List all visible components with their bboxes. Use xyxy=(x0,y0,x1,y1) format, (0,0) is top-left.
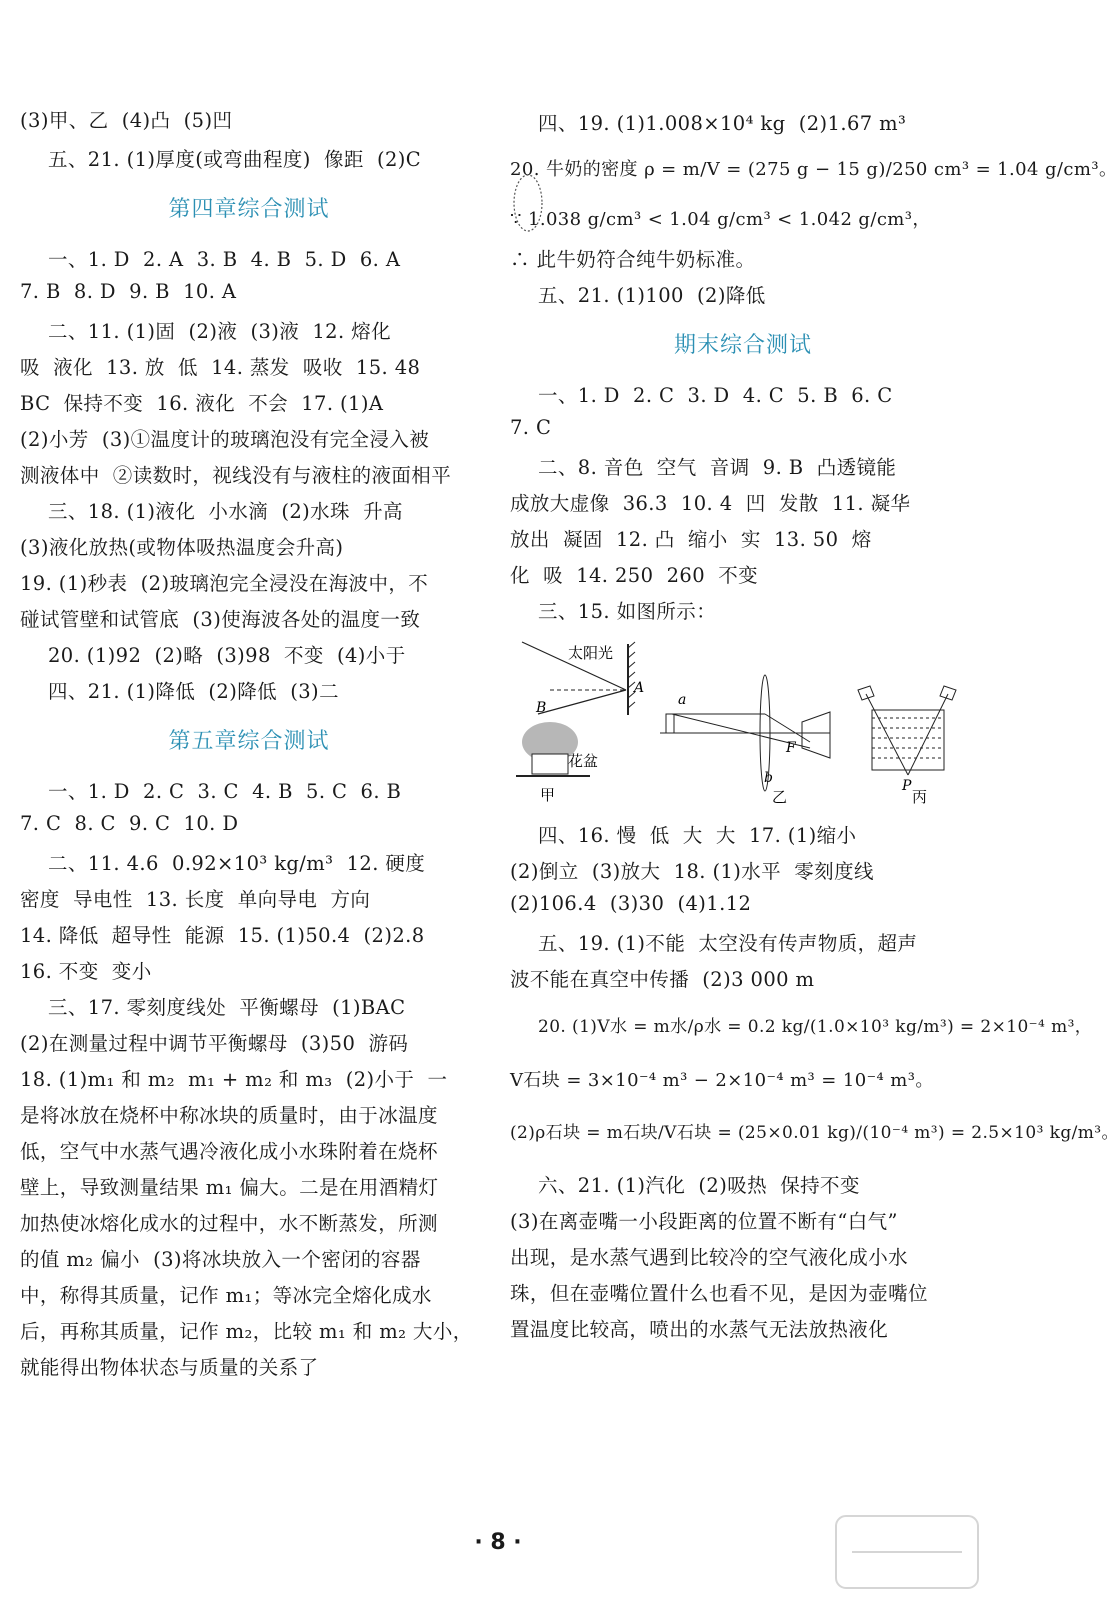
answer-line-formula: 20. 牛奶的密度 ρ = m/V = (275 g − 15 g)/250 cm³ = 1.04 g/cm³。 xyxy=(510,159,1118,180)
answer-line: 一、1. D 2. A 3. B 4. B 5. D 6. A xyxy=(48,248,401,271)
answer-line: V石块 = 3×10⁻⁴ m³ − 2×10⁻⁴ m³ = 10⁻⁴ m³。 xyxy=(510,1070,934,1091)
answer-line: 碰试管壁和试管底 (3)使海波各处的温度一致 xyxy=(20,608,421,631)
section-heading-chapter5: 第五章综合测试 xyxy=(168,729,330,754)
figure-label: F xyxy=(786,740,796,756)
answer-line: 一、1. D 2. C 3. D 4. C 5. B 6. C xyxy=(538,384,893,407)
figure-label: 太阳光 xyxy=(568,644,614,662)
answer-line: 是将冰放在烧杯中称冰块的质量时，由于冰温度 xyxy=(20,1104,438,1127)
answer-line: (2)在测量过程中调节平衡螺母 (3)50 游码 xyxy=(20,1032,409,1055)
answer-line: 加热使冰熔化成水的过程中，水不断蒸发，所测 xyxy=(20,1212,438,1235)
answer-line: 波不能在真空中传播 (2)3 000 m xyxy=(510,968,815,991)
answer-line: 二、8. 音色 空气 音调 9. B 凸透镜能 xyxy=(538,456,897,479)
answer-line: 置温度比较高，喷出的水蒸气无法放热液化 xyxy=(510,1318,889,1341)
answer-line-formula: 20. (1)V水 = m水/ρ水 = 0.2 kg/(1.0×10³ kg/m³) = 2×10⁻⁴ m³， xyxy=(538,1017,1093,1037)
figure-label: 丙 xyxy=(912,788,928,806)
answer-line: ∵ 1.038 g/cm³ < 1.04 g/cm³ < 1.042 g/cm³， xyxy=(510,209,931,230)
answer-line: 就能得出物体状态与质量的关系了 xyxy=(20,1356,319,1379)
answer-line: (3)液化放热(或物体吸热温度会升高) xyxy=(20,536,344,559)
answer-line: 18. (1)m₁ 和 m₂ m₁ + m₂ 和 m₃ (2)小于 一 xyxy=(20,1068,448,1091)
answer-line: 低，空气中水蒸气遇冷液化成小水珠附着在烧杯 xyxy=(20,1140,438,1163)
answer-line: 14. 降低 超导性 能源 15. (1)50.4 (2)2.8 xyxy=(20,924,425,947)
answer-line: 16. 不变 变小 xyxy=(20,960,152,983)
answer-line: 三、17. 零刻度线处 平衡螺母 (1)BAC xyxy=(48,996,406,1019)
answer-line: 7. B 8. D 9. B 10. A xyxy=(20,280,237,303)
optics-figure xyxy=(510,630,976,810)
answer-line: 四、21. (1)降低 (2)降低 (3)二 xyxy=(48,680,339,703)
answer-line: (2)倒立 (3)放大 18. (1)水平 零刻度线 xyxy=(510,860,874,883)
answer-line: 三、18. (1)液化 小水滴 (2)水珠 升高 xyxy=(48,500,403,523)
page-number: · 8 · xyxy=(474,1530,522,1555)
answer-line: 一、1. D 2. C 3. C 4. B 5. C 6. B xyxy=(48,780,402,803)
answer-line: 放出 凝固 12. 凸 缩小 实 13. 50 熔 xyxy=(510,528,872,551)
answer-line: 吸 液化 13. 放 低 14. 蒸发 吸收 15. 48 xyxy=(20,356,421,379)
section-heading-final: 期末综合测试 xyxy=(673,333,812,358)
answer-line: ∴ 此牛奶符合纯牛奶标准。 xyxy=(510,248,756,271)
answer-line: (3)甲、乙 (4)凸 (5)凹 xyxy=(20,109,233,132)
answer-line: 四、16. 慢 低 大 大 17. (1)缩小 xyxy=(538,824,857,847)
answer-line: 7. C xyxy=(510,416,552,439)
figure-label: B xyxy=(536,700,547,716)
answer-line: 7. C 8. C 9. C 10. D xyxy=(20,812,239,835)
figure-label: 花盆 xyxy=(568,752,599,770)
answer-line: (2)106.4 (3)30 (4)1.12 xyxy=(510,892,752,915)
answer-line: 二、11. 4.6 0.92×10³ kg/m³ 12. 硬度 xyxy=(48,852,426,875)
answer-line: 后，再称其质量，记作 m₂，比较 m₁ 和 m₂ 大小， xyxy=(20,1320,473,1343)
watermark-logo-icon xyxy=(832,1512,982,1592)
answer-line: 珠，但在壶嘴位置什么也看不见，是因为壶嘴位 xyxy=(510,1282,928,1305)
answer-line: 壁上，导致测量结果 m₁ 偏大。二是在用酒精灯 xyxy=(20,1176,439,1199)
answer-line: 五、19. (1)不能 太空没有传声物质，超声 xyxy=(538,932,918,955)
answer-line: 四、19. (1)1.008×10⁴ kg (2)1.67 m³ xyxy=(538,112,907,135)
answer-line: BC 保持不变 16. 液化 不会 17. (1)A xyxy=(20,392,384,415)
answer-line: 中，称得其质量，记作 m₁；等冰完全熔化成水 xyxy=(20,1284,432,1307)
answer-line: 出现，是水蒸气遇到比较冷的空气液化成小水 xyxy=(510,1246,909,1269)
figure-label: A xyxy=(634,680,645,696)
section-heading-chapter4: 第四章综合测试 xyxy=(168,197,330,222)
answer-line: 六、21. (1)汽化 (2)吸热 保持不变 xyxy=(538,1174,860,1197)
answer-line: 19. (1)秒表 (2)玻璃泡完全浸没在海波中，不 xyxy=(20,572,429,595)
answer-line: (3)在离壶嘴一小段距离的位置不断有“白气” xyxy=(510,1210,898,1233)
answer-line: (2)小芳 (3)①温度计的玻璃泡没有完全浸入被 xyxy=(20,428,430,451)
answer-line-formula: (2)ρ石块 = m石块/V石块 = (25×0.01 kg)/(10⁻⁴ m³) = 2.5×10³ kg/m³。 xyxy=(510,1123,1119,1143)
answer-line: 五、21. (1)100 (2)降低 xyxy=(538,284,766,307)
answer-line: 成放大虚像 36.3 10. 4 凹 发散 11. 凝华 xyxy=(510,492,911,515)
answer-line: 测液体中 ②读数时，视线没有与液柱的液面相平 xyxy=(20,464,452,487)
answer-line: 五、21. (1)厚度(或弯曲程度) 像距 (2)C xyxy=(48,148,422,171)
figure-label: b xyxy=(764,770,773,786)
figure-label: P xyxy=(902,778,912,794)
answer-line: 化 吸 14. 250 260 不变 xyxy=(510,564,759,587)
answer-line: 的值 m₂ 偏小 (3)将冰块放入一个密闭的容器 xyxy=(20,1248,421,1271)
figure-label: 乙 xyxy=(772,788,788,806)
answer-line: 二、11. (1)固 (2)液 (3)液 12. 熔化 xyxy=(48,320,391,343)
figure-label: a xyxy=(678,692,687,708)
answer-line: 密度 导电性 13. 长度 单向导电 方向 xyxy=(20,888,371,911)
answer-line: 三、15. 如图所示： xyxy=(538,600,717,623)
handwritten-mark-icon xyxy=(510,168,550,238)
answer-line: 20. (1)92 (2)略 (3)98 不变 (4)小于 xyxy=(48,644,406,667)
figure-label: 甲 xyxy=(540,786,556,804)
